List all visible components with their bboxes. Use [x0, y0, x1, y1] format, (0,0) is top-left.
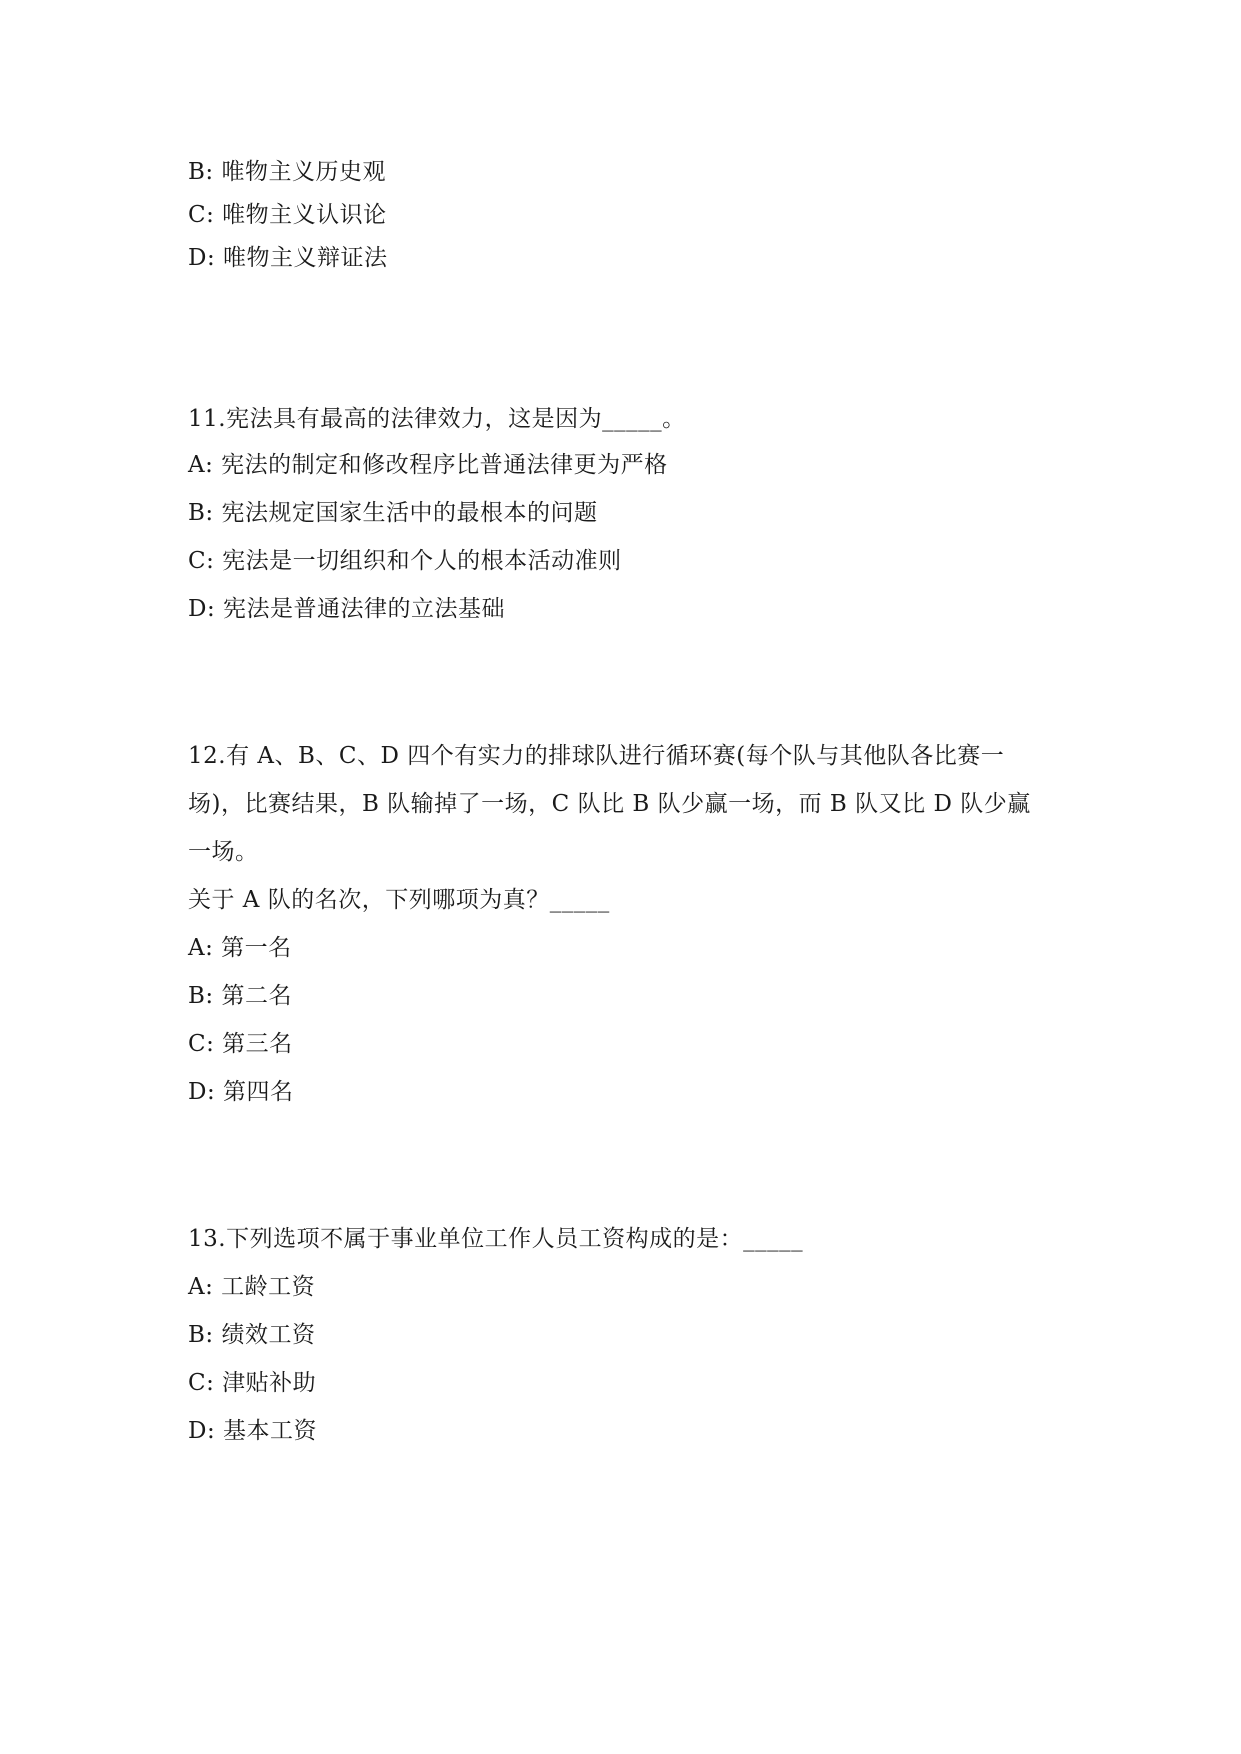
q12-stem-line-3: 一场。: [188, 839, 259, 865]
q12-option-a: [188, 933, 292, 963]
q13-option-c: [188, 1368, 316, 1398]
option-letter: A:: [188, 935, 214, 961]
q13-stem: 13.下列选项不属于事业单位工作人员工资构成的是：_____: [188, 1226, 804, 1252]
option-text: 唯物主义辩证法: [223, 245, 388, 271]
option-text: 基本工资: [223, 1418, 318, 1444]
option-letter: C:: [188, 548, 215, 574]
option-text: 唯物主义认识论: [222, 202, 387, 228]
option-letter: C:: [188, 1370, 215, 1396]
option-letter: B:: [188, 1322, 214, 1348]
option-text: 宪法是普通法律的立法基础: [223, 596, 506, 622]
q13-option-a: [188, 1272, 315, 1302]
q11-stem: 11.宪法具有最高的法律效力，这是因为_____。: [188, 406, 686, 432]
option-text: 工龄工资: [221, 1274, 316, 1300]
option-text: 绩效工资: [221, 1322, 316, 1348]
q12-stem-line-2: 场)，比赛结果，B 队输掉了一场，C 队比 B 队少赢一场，而 B 队又比 D 队少赢: [188, 791, 1031, 817]
option-text: 第二名: [221, 983, 292, 1009]
option-letter: D:: [188, 245, 216, 271]
q11-option-b: [188, 498, 597, 528]
option-letter: C:: [188, 202, 215, 228]
option-letter: D:: [188, 1418, 216, 1444]
option-letter: D:: [188, 596, 216, 622]
q11-option-d: [188, 594, 505, 624]
q13-option-d: [188, 1416, 317, 1446]
q12-question: 关于 A 队的名次，下列哪项为真？_____: [188, 887, 610, 913]
option-letter: C:: [188, 1031, 215, 1057]
option-text: 津贴补助: [222, 1370, 317, 1396]
option-letter: B:: [188, 500, 214, 526]
option-text: 唯物主义历史观: [221, 159, 386, 185]
option-letter: A:: [188, 1274, 214, 1300]
option-text: 第四名: [223, 1079, 294, 1105]
option-text: 宪法的制定和修改程序比普通法律更为严格: [221, 452, 668, 478]
q12-stem-line-1: 12.有 A、B、C、D 四个有实力的排球队进行循环赛(每个队与其他队各比赛一: [188, 743, 1005, 769]
q11-option-a: [188, 450, 668, 480]
q12-option-b: [188, 981, 292, 1011]
q13-option-b: [188, 1320, 315, 1350]
option-letter: B:: [188, 983, 214, 1009]
q12-option-d: [188, 1077, 294, 1107]
prev-option-b: [188, 157, 386, 187]
q12-option-c: [188, 1029, 293, 1059]
option-letter: B:: [188, 159, 214, 185]
prev-option-c: [188, 200, 387, 230]
option-text: 第三名: [222, 1031, 293, 1057]
option-text: 第一名: [221, 935, 292, 961]
option-letter: D:: [188, 1079, 216, 1105]
option-text: 宪法是一切组织和个人的根本活动准则: [222, 548, 622, 574]
prev-option-d: [188, 243, 388, 273]
option-text: 宪法规定国家生活中的最根本的问题: [221, 500, 598, 526]
option-letter: A:: [188, 452, 214, 478]
q11-option-c: [188, 546, 622, 576]
